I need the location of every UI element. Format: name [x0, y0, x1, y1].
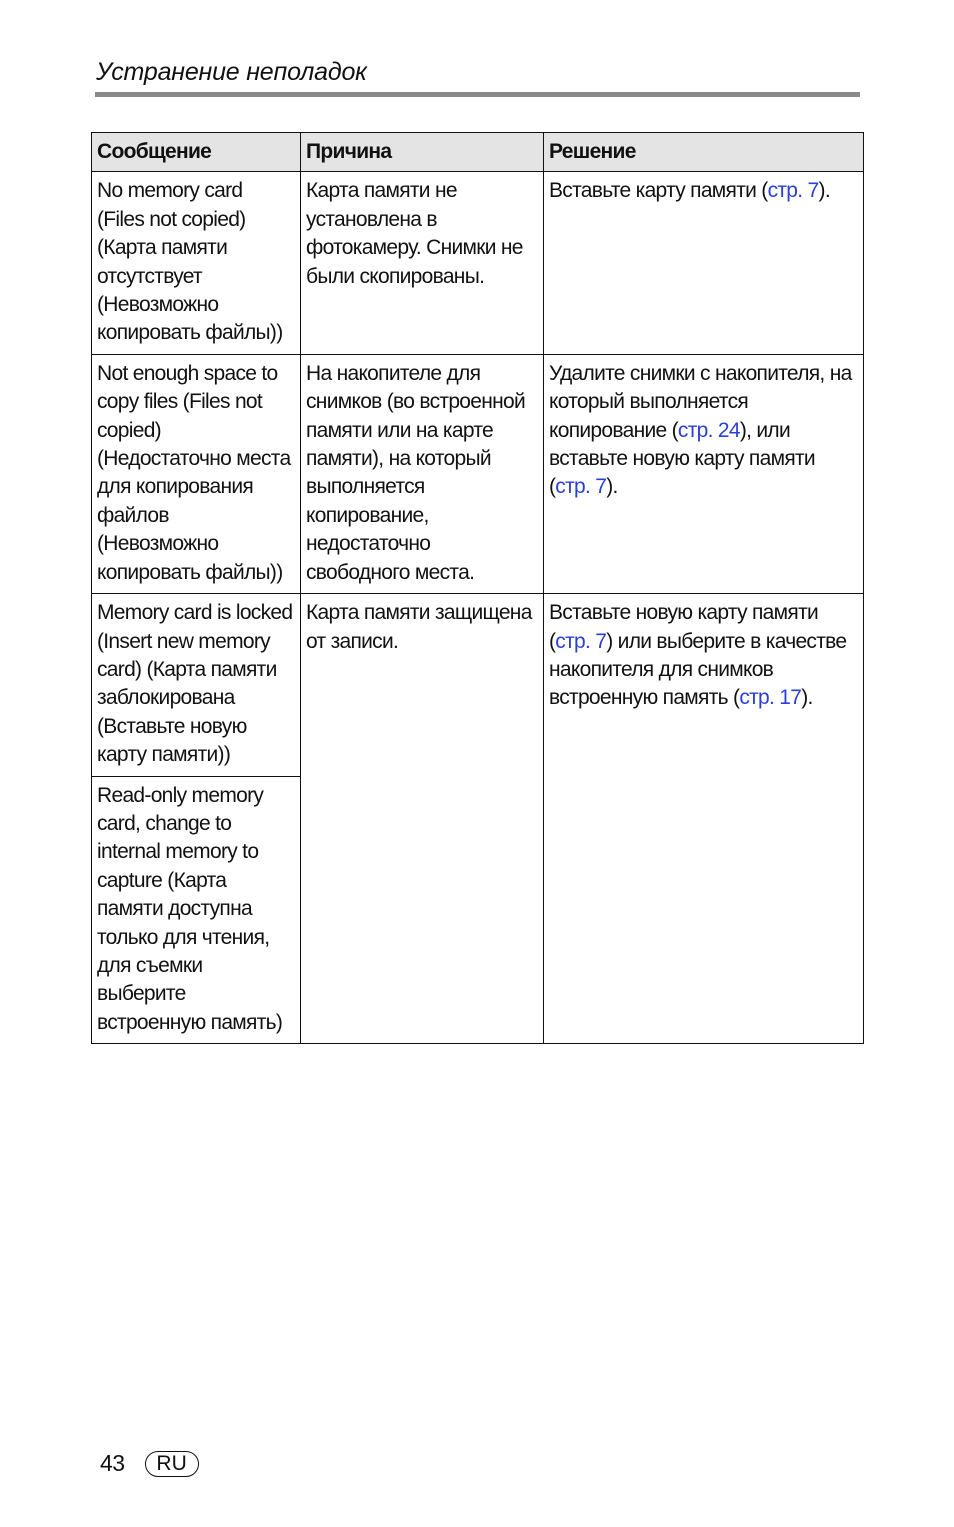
table-row: [92, 172, 864, 354]
cause-cell: На накопителе для снимков (во встроенной памяти или на карте памяти), на который выполняется копирование, недостаточно свободного места.: [301, 354, 544, 593]
cause-cell: Карта памяти не установлена в фотокамеру. Снимки не были скопированы.: [301, 172, 544, 354]
solution-cell: Удалите снимки с накопителя, на который выполняется копирование (стр. 24), или вставьте новую карту памяти (стр. 7).: [544, 354, 864, 593]
message-cell: Not enough space to copy files (Files not copied) (Недостаточно места для копирования файлов (Невозможно копировать файлы)): [92, 354, 301, 593]
page-link[interactable]: стр. 24: [677, 418, 740, 442]
message-cell: Read-only memory card, change to internal memory to capture (Карта памяти доступна только для чтения, для съемки выберите встроенную память): [92, 776, 301, 1044]
page-number: 43: [100, 1450, 125, 1476]
page-link[interactable]: стр. 7: [767, 179, 819, 203]
column-header-solution: Решение: [544, 133, 864, 172]
page-title: Устранение неполадок: [96, 58, 367, 86]
table-row: [92, 594, 864, 776]
language-badge: RU: [145, 1451, 199, 1477]
cause-cell: Карта памяти защищена от записи.: [301, 594, 544, 1044]
column-header-cause: Причина: [301, 133, 544, 172]
title-rule: [95, 92, 860, 97]
column-header-message: Сообщение: [92, 133, 301, 172]
troubleshooting-table: [91, 132, 864, 1044]
solution-cell: Вставьте карту памяти (стр. 7).: [544, 172, 864, 354]
page-footer: [100, 1450, 199, 1477]
table-header-row: [92, 133, 864, 172]
message-cell: No memory card (Files not copied) (Карта памяти отсутствует (Невозможно копировать файлы)): [92, 172, 301, 354]
page-link[interactable]: стр. 7: [555, 475, 607, 499]
solution-cell: Вставьте новую карту памяти (стр. 7) или выберите в качестве накопителя для снимков встроенную память (стр. 17).: [544, 594, 864, 1044]
table-row: [92, 354, 864, 593]
page-link[interactable]: стр. 7: [555, 629, 607, 653]
page-link[interactable]: стр. 17: [739, 686, 802, 710]
message-cell: Memory card is locked (Insert new memory card) (Карта памяти заблокирована (Вставьте новую карту памяти)): [92, 594, 301, 776]
